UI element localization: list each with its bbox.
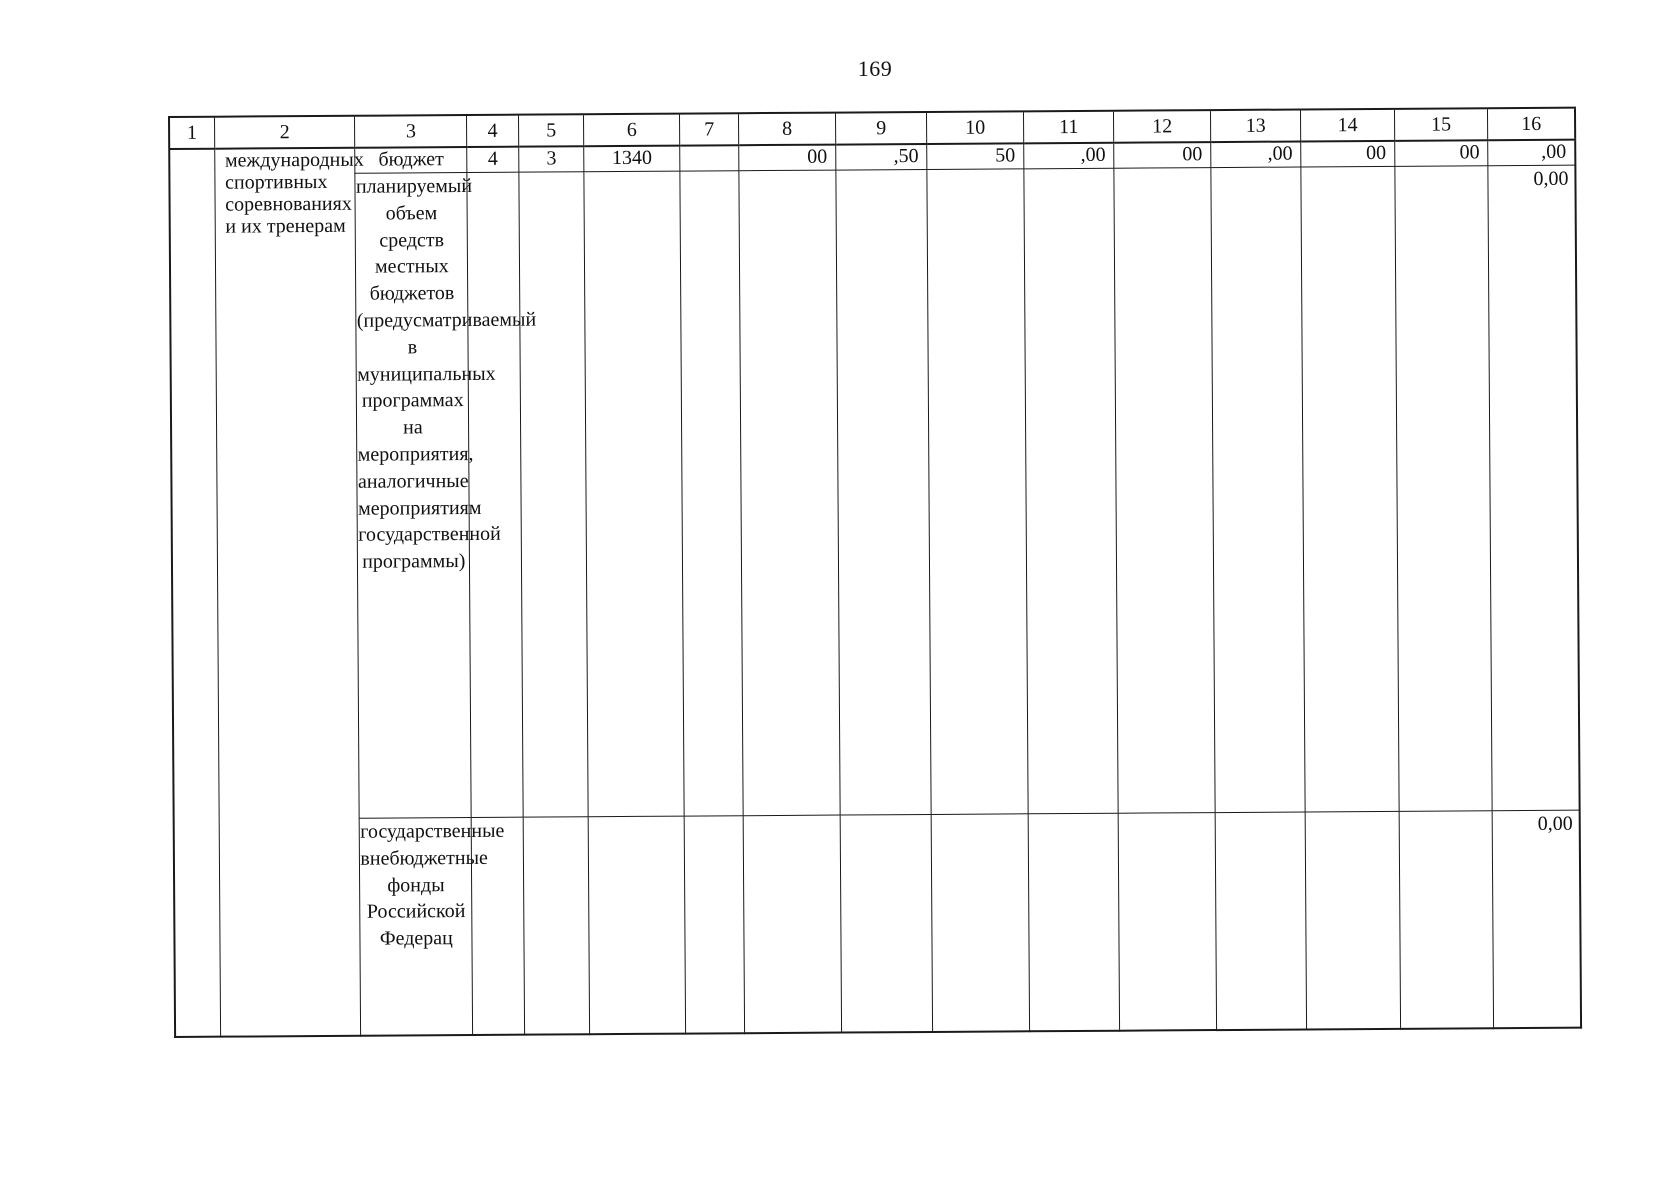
table-cell: [1305, 811, 1400, 1029]
table-cell: [927, 169, 1028, 815]
header-cell: 5: [518, 114, 584, 146]
table-cell: [836, 169, 932, 815]
header-cell: 16: [1488, 108, 1575, 141]
header-cell: 8: [739, 113, 836, 146]
header-cell: 2: [214, 116, 355, 149]
table-cell: 00: [739, 145, 836, 171]
header-cell: 13: [1210, 109, 1300, 142]
header-cell: 4: [467, 115, 519, 147]
table-cell: 4: [467, 147, 519, 173]
table-cell: [1118, 813, 1216, 1031]
table-cell: [589, 816, 686, 1034]
table-cell: [840, 814, 933, 1032]
table-cell: 0,00: [1488, 165, 1579, 811]
table-row: [174, 810, 1581, 1037]
table-cell: [739, 170, 840, 816]
table-cell: [743, 815, 841, 1033]
table-cell: 1340: [584, 146, 680, 172]
table-cell: [1301, 166, 1399, 812]
header-cell: 3: [355, 115, 467, 148]
table-cell: [680, 171, 743, 816]
table-cell: [523, 817, 590, 1035]
header-cell: 6: [584, 114, 680, 147]
header-cell: 9: [835, 112, 927, 145]
page-number: 169: [857, 56, 893, 81]
table-cell: [584, 171, 684, 817]
source-cell: государственные внебюджетные фонды Российской Федерац: [360, 818, 473, 1036]
table-cell: [1114, 168, 1215, 814]
table-cell: [1395, 166, 1493, 812]
table-cell: 3: [519, 146, 585, 172]
header-cell: 7: [680, 113, 739, 145]
header-cell: 11: [1023, 111, 1113, 144]
header-cell: 14: [1301, 109, 1395, 142]
header-cell: 15: [1394, 108, 1488, 141]
table-cell: [1028, 813, 1120, 1031]
table-container: [168, 107, 1582, 1038]
table-cell: [1211, 167, 1306, 813]
table-cell: ,00: [1211, 141, 1301, 167]
table-cell: [680, 145, 739, 171]
description-cell: международных спортивных соревнованиях и их тренерам: [214, 148, 361, 1037]
table-cell: [684, 816, 745, 1034]
table-cell: [931, 814, 1029, 1032]
table-cell: ,00: [1024, 143, 1114, 169]
table-cell: 00: [1114, 142, 1211, 168]
source-cell: бюджет: [355, 147, 467, 173]
table-cell: [467, 172, 523, 817]
table-cell: 50: [927, 143, 1024, 169]
table-row: [169, 165, 1579, 819]
table-cell: [1024, 168, 1119, 814]
header-cell: 1: [169, 117, 214, 149]
table-cell: ,50: [836, 144, 928, 170]
table-cell: 00: [1394, 140, 1488, 166]
row-number-cell: [169, 149, 220, 1037]
table-cell: ,00: [1488, 140, 1575, 166]
funding-table: [168, 107, 1582, 1038]
header-cell: 12: [1114, 110, 1211, 143]
table-cell: [1399, 811, 1494, 1029]
header-cell: 10: [927, 111, 1024, 144]
source-cell: планируемый объем средств местных бюджетов (предусматриваемый в муниципальных программах на мероприятия, аналогичные мероприятиям государственной программы): [355, 173, 471, 819]
table-cell: 00: [1301, 141, 1395, 167]
table-cell: [1215, 812, 1307, 1030]
table-cell: 0,00: [1492, 810, 1581, 1028]
table-cell: [519, 172, 589, 817]
